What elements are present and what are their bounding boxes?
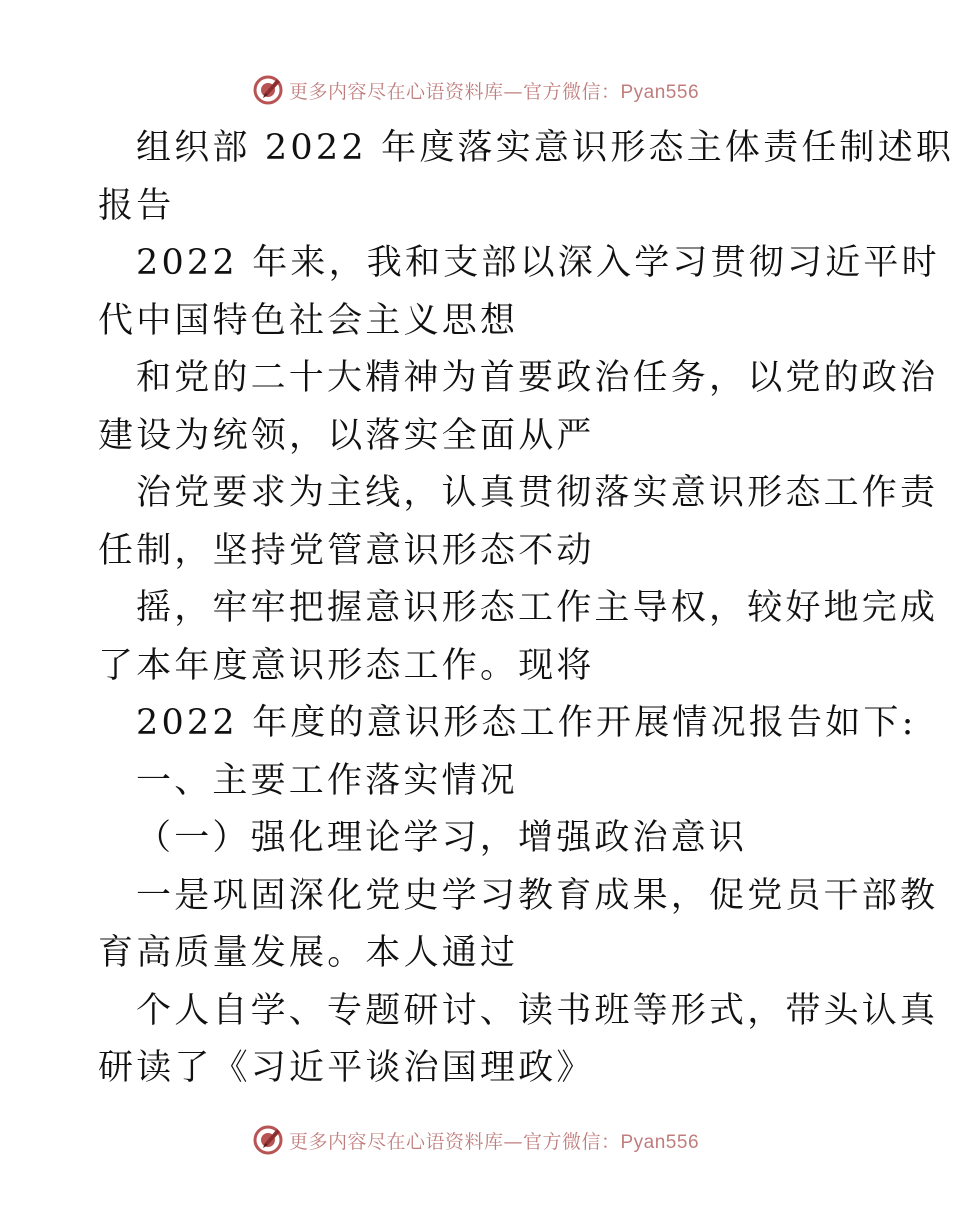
- text-line: 研读了《习近平谈治国理政》: [98, 1048, 595, 1088]
- watermark-handle: Pyan556: [620, 81, 700, 103]
- watermark-header: [0, 70, 950, 110]
- watermark-text: 更多内容尽在心语资料库—官方微信：Pyan556: [288, 1130, 700, 1153]
- text-line: 摇，牢牢把握意识形态工作主导权，较好地完成: [136, 588, 939, 628]
- text-line: 一、主要工作落实情况: [136, 760, 519, 801]
- text-line: 组织部 2022 年度落实意识形态主体责任制述职: [136, 128, 954, 168]
- text-line: 育高质量发展。本人通过: [98, 933, 519, 973]
- pen-nib-circle-icon: [251, 1123, 285, 1157]
- text-line: 代中国特色社会主义思想: [98, 300, 519, 341]
- text-line: 建设为统领，以落实全面从严: [98, 415, 595, 456]
- text-line: （一）强化理论学习，增强政治意识: [136, 818, 748, 858]
- watermark-text: 更多内容尽在心语资料库—官方微信：Pyan556: [288, 80, 700, 103]
- document-body: [98, 120, 954, 1098]
- text-line: 一是巩固深化党史学习教育成果，促党员干部教: [136, 875, 939, 916]
- text-line: 任制，坚持党管意识形态不动: [98, 530, 595, 571]
- watermark-footer: [0, 1120, 950, 1160]
- text-line: 个人自学、专题研讨、读书班等形式，带头认真: [136, 990, 939, 1031]
- watermark-handle: Pyan556: [620, 1131, 700, 1153]
- text-line: 2022 年度的意识形态工作开展情况报告如下:: [136, 703, 917, 743]
- text-line: 治党要求为主线，认真贯彻落实意识形态工作责: [136, 473, 939, 513]
- text-line: 了本年度意识形态工作。现将: [98, 645, 595, 686]
- text-line: 2022 年来，我和支部以深入学习贯彻习近平时: [136, 243, 940, 283]
- text-line: 报告: [98, 185, 175, 226]
- pen-nib-circle-icon: [251, 73, 285, 107]
- text-line: 和党的二十大精神为首要政治任务，以党的政治: [136, 358, 939, 398]
